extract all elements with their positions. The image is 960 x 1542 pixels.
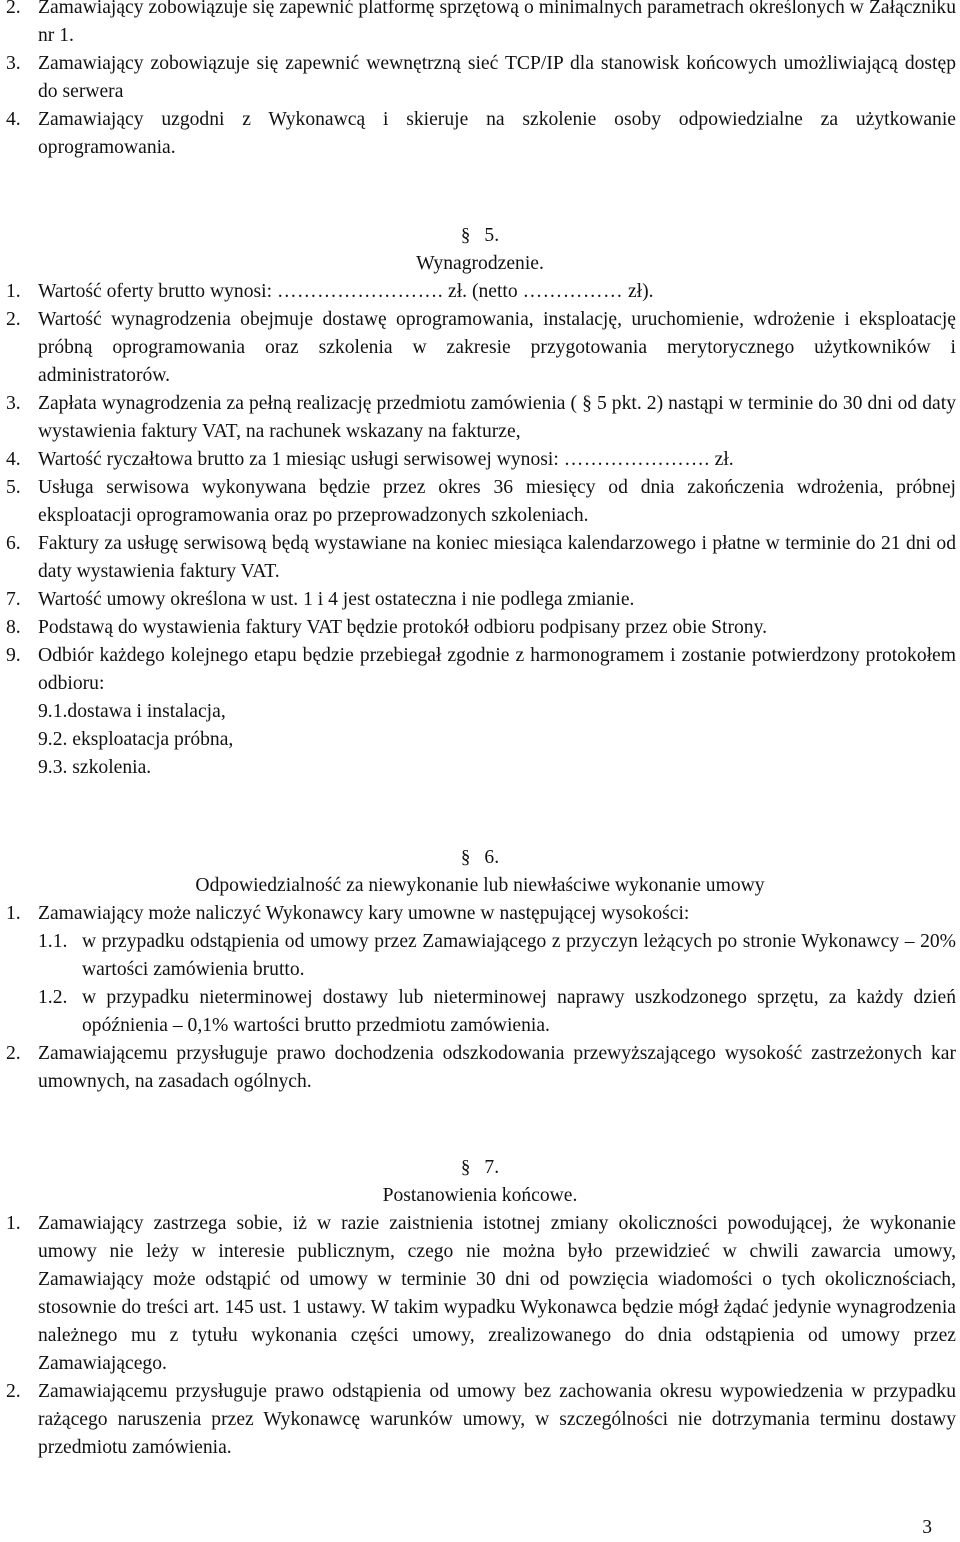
section-6 — [0, 844, 960, 1096]
item-text: w przypadku nieterminowej dostawy lub nieterminowej naprawy uszkodzonego sprzętu, za każdy dzień opóźnienia – 0,1% wartości brutto przedmiotu zamówienia. — [82, 987, 956, 1036]
sub-item: 9.2. eksploatacja próbna, — [38, 729, 234, 750]
item-text: zł. (netto — [448, 281, 518, 302]
item-text: w przypadku odstąpienia od umowy przez Zamawiającego z przyczyn leżących po stronie Wykonawcy – 20% wartości zamówienia brutto. — [82, 931, 956, 980]
item-text: Zamawiającemu przysługuje prawo dochodzenia odszkodowania przewyższającego wysokość zastrzeżonych kar umownych, na zasadach ogólnych. — [38, 1043, 956, 1092]
sub-item: 9.3. szkolenia. — [38, 757, 152, 778]
item-text: Odbiór każdego kolejnego etapu będzie przebiegał zgodnie z harmonogramem i zostanie potwierdzony protokołem odbioru: — [38, 645, 956, 694]
item-number: 1. — [6, 281, 21, 302]
item-number: 1.1. — [38, 931, 68, 952]
intro-list — [0, 0, 960, 162]
section-heading — [0, 222, 960, 250]
sub-list-item — [0, 984, 956, 1040]
section-symbol: § — [460, 847, 471, 868]
item-text: Usługa serwisowa wykonywana będzie przez okres 36 miesięcy od dnia zakończenia wdrożenia, próbnej eksploatacji oprogramowania oraz po przeprowadzonych szkoleniach. — [38, 477, 956, 526]
section-title: Wynagrodzenie. — [416, 253, 544, 274]
list-item — [0, 474, 956, 530]
list-item — [0, 530, 956, 586]
item-text: Faktury za usługę serwisową będą wystawiane na koniec miesiąca kalendarzowego i płatne w terminie do 21 dni od daty wystawienia faktury VAT. — [38, 533, 956, 582]
item-text: Zamawiający może naliczyć Wykonawcy kary umowne w następującej wysokości: — [38, 903, 690, 924]
list-item — [0, 614, 956, 642]
item-number: 2. — [6, 1381, 21, 1402]
list-item — [0, 1210, 956, 1378]
item-number: 7. — [6, 589, 21, 610]
item-number: 2. — [6, 0, 21, 18]
item-text: Zamawiający zobowiązuje się zapewnić wewnętrzną sieć TCP/IP dla stanowisk końcowych umożliwiającą dostęp do serwera — [38, 53, 956, 102]
item-text: zł. — [714, 449, 734, 470]
blank-fill: …………………. — [563, 449, 710, 470]
item-number: 6. — [6, 533, 21, 554]
item-text: Podstawą do wystawienia faktury VAT będzie protokół odbioru podpisany przez obie Strony. — [38, 617, 768, 638]
item-number: 1.2. — [38, 987, 68, 1008]
section-number: 7. — [484, 1157, 500, 1178]
list-item — [0, 1040, 956, 1096]
sub-item: 9.1.dostawa i instalacja, — [38, 701, 226, 722]
list-item — [0, 50, 956, 106]
sub-list-item — [0, 928, 956, 984]
item-text: Wartość oferty brutto wynosi: — [38, 281, 273, 302]
section-title: Odpowiedzialność za niewykonanie lub niewłaściwe wykonanie umowy — [195, 875, 765, 896]
section-symbol: § — [460, 225, 471, 246]
item-text: Wartość wynagrodzenia obejmuje dostawę oprogramowania, instalację, uruchomienie, wdrożenie i eksploatację próbną oprogramowania oraz szkolenia w zakresie przygotowania merytorycznego użytkowników i administratorów. — [38, 309, 956, 386]
item-number: 1. — [6, 903, 21, 924]
list-item — [0, 642, 956, 698]
item-number: 1. — [6, 1213, 21, 1234]
item-number: 8. — [6, 617, 21, 638]
list-item — [0, 306, 956, 390]
item-number: 4. — [6, 449, 21, 470]
section-number: 5. — [484, 225, 500, 246]
list-item — [0, 390, 956, 446]
section-heading — [0, 844, 960, 872]
item-text: Zamawiającemu przysługuje prawo odstąpienia od umowy bez zachowania okresu wypowiedzenia w przypadku rażącego naruszenia przez Wykonawcę warunków umowy, w szczególności nie dotrzymania terminu dostawy przedmiotu zamówienia. — [38, 1381, 956, 1458]
section-heading — [0, 1154, 960, 1182]
item-text: zł). — [627, 281, 654, 302]
section-7 — [0, 1154, 960, 1462]
list-item — [0, 106, 956, 162]
item-number: 4. — [6, 109, 21, 130]
item-text: Wartość umowy określona w ust. 1 i 4 jest ostateczna i nie podlega zmianie. — [38, 589, 635, 610]
list-item — [0, 900, 956, 928]
item-text: Zamawiający zastrzega sobie, iż w razie zaistnienia istotnej zmiany okoliczności powodującej, że wykonanie umowy nie leży w interesie publicznym, czego nie można było przewidzieć w chwili zawarcia umowy, Zamawiający może odstąpić od umowy w terminie 30 dni od powzięcia wiadomości o tych okolicznościach, stosownie do treści art. 145 ust. 1 ustawy. W takim wypadku Wykonawca będzie mógł żądać jedynie wynagrodzenia należnego mu z tytułu wykonania części umowy, zrealizowanego do dnia odstąpienia od umowy przez Zamawiającego. — [38, 1213, 956, 1374]
item-number: 2. — [6, 1043, 21, 1064]
item-number: 5. — [6, 477, 21, 498]
section-number: 6. — [484, 847, 500, 868]
section-title: Postanowienia końcowe. — [382, 1185, 578, 1206]
list-item — [0, 0, 956, 50]
list-item — [0, 278, 956, 306]
section-symbol: § — [460, 1157, 471, 1178]
item-text: Wartość ryczałtowa brutto za 1 miesiąc usługi serwisowej wynosi: — [38, 449, 559, 470]
item-text: Zamawiający zobowiązuje się zapewnić platformę sprzętową o minimalnych parametrach określonych w Załączniku nr 1. — [38, 0, 956, 46]
page-number: 3 — [922, 1517, 932, 1538]
item-text: Zapłata wynagrodzenia za pełną realizację przedmiotu zamówienia ( § 5 pkt. 2) nastąpi w terminie do 30 dni od daty wystawienia faktury VAT, na rachunek wskazany na fakturze, — [38, 393, 956, 442]
section-5 — [0, 222, 960, 782]
list-item — [0, 586, 956, 614]
item-text: Zamawiający uzgodni z Wykonawcą i skieruje na szkolenie osoby odpowiedzialne za użytkowanie oprogramowania. — [38, 109, 956, 158]
item-number: 2. — [6, 309, 21, 330]
list-item — [0, 446, 956, 474]
item-number: 9. — [6, 645, 21, 666]
item-number: 3. — [6, 393, 21, 414]
list-item — [0, 1378, 956, 1462]
blank-fill: ……………………. — [276, 281, 444, 302]
item-number: 3. — [6, 53, 21, 74]
blank-fill: …………… — [522, 281, 624, 302]
